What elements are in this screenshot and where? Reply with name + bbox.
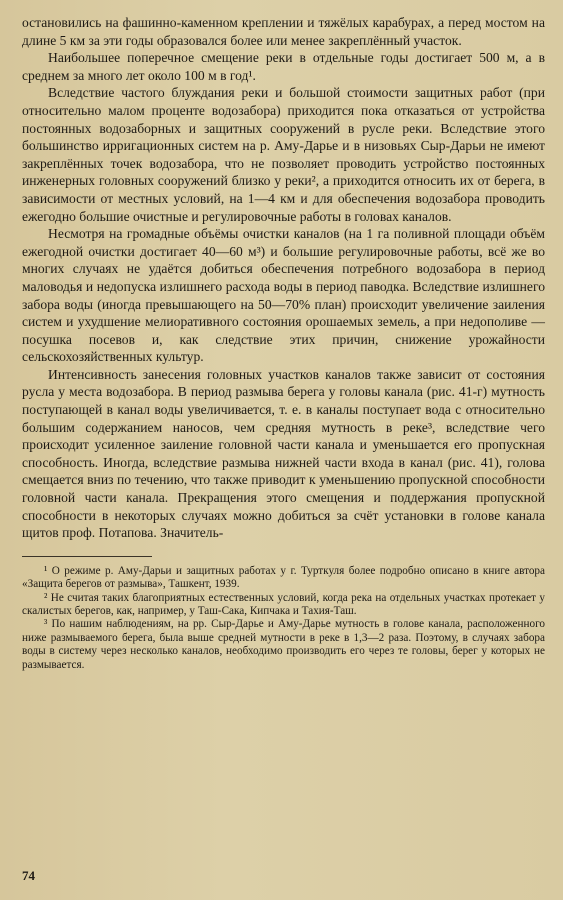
page-number: 74 xyxy=(22,868,35,883)
footnote-divider xyxy=(22,556,152,557)
paragraph-4: Несмотря на громадные объёмы очистки каналов (на 1 га поливной площади объём ежегодной очистки достигает 40—60 м³) и большие регулировочные работы, всё же во многих случаях не удаётся добиться обеспечения потребного водозабора в период маловодья и недопуска излишнего расхода воды в период паводка. Вследствие излишнего забора воды (иногда превышающего на 50—70% план) происходит увеличение заиления систем и ухудшение мелиоративного состояния орошаемых земель, а при недополиве — посушка посевов и, как следствие этих причин, снижение урожайности сельскохозяйственных культур. xyxy=(22,226,545,365)
paragraph-3: Вследствие частого блуждания реки и большой стоимости защитных работ (при относительно малом проценте водозабора) приходится пока отказаться от устройства постоянных водозаборных и защитных сооружений в русле реки. Вследствие этого большинство ирригационных систем на р. Аму-Дарье и в низовьях Сыр-Дарьи не имеют закреплённых точек водозабора, что не позволяет проводить устройство постоянных инженерных головных сооружений близко у реки², а приходится относить их от берега, в зависимости от местных условий, на 1—4 км и для обеспечения водозабора проводить ежегодно большие очистные и регулировочные работы в головах каналов. xyxy=(22,85,545,224)
footnote-2: ² Не считая таких благоприятных естественных условий, когда река на отдельных участках протекает у скалистых берегов, как, например, у Таш-Сака, Кипчака и Тахия-Таш. xyxy=(22,591,545,618)
paragraph-1: остановились на фашинно-каменном креплении и тяжёлых карабурах, а перед мостом на длине 5 км за эти годы образовался более или менее закреплённый участок. xyxy=(22,15,545,48)
footnote-1: ¹ О режиме р. Аму-Дарьи и защитных работах у г. Турткуля более подробно описано в книге автора «Защита берегов от размыва», Ташкент, 1939. xyxy=(22,564,545,591)
footnotes xyxy=(22,565,545,672)
main-text xyxy=(22,14,545,542)
footnote-3: ³ По нашим наблюдениям, на рр. Сыр-Дарье и Аму-Дарье мутность в голове канала, расположенного ниже размываемого берега, была выше средней мутности в реке в 1,3—2 раза. Поэтому, в случаях забора воды в систему через несколько каналов, необходимо производить его через те головы, берег у которых не размывается. xyxy=(22,618,545,671)
paragraph-2: Наибольшее поперечное смещение реки в отдельные годы достигает 500 м, а в среднем за много лет около 100 м в год¹. xyxy=(22,50,545,83)
paragraph-5: Интенсивность занесения головных участков каналов также зависит от состояния русла у места водозабора. В период размыва берега у головы канала (рис. 41-г) мутность поступающей в канал воды увеличивается, т. е. в каналы поступает вода с относительно большим содержанием наносов, чем средняя мутность в реке³, вследствие чего происходит усиленное заиление головной части канала и уменьшается его пропускная способность. Иногда, вследствие размыва нижней части входа в канал (рис. 41), голова смещается вниз по течению, что также приводит к уменьшению пропускной способности головной части канала. Прекращения этого смещения и поддержания пропускной способности в некоторых случаях можно добиться за счёт установки в голове канала щитов проф. Потапова. Значитель- xyxy=(22,366,545,541)
